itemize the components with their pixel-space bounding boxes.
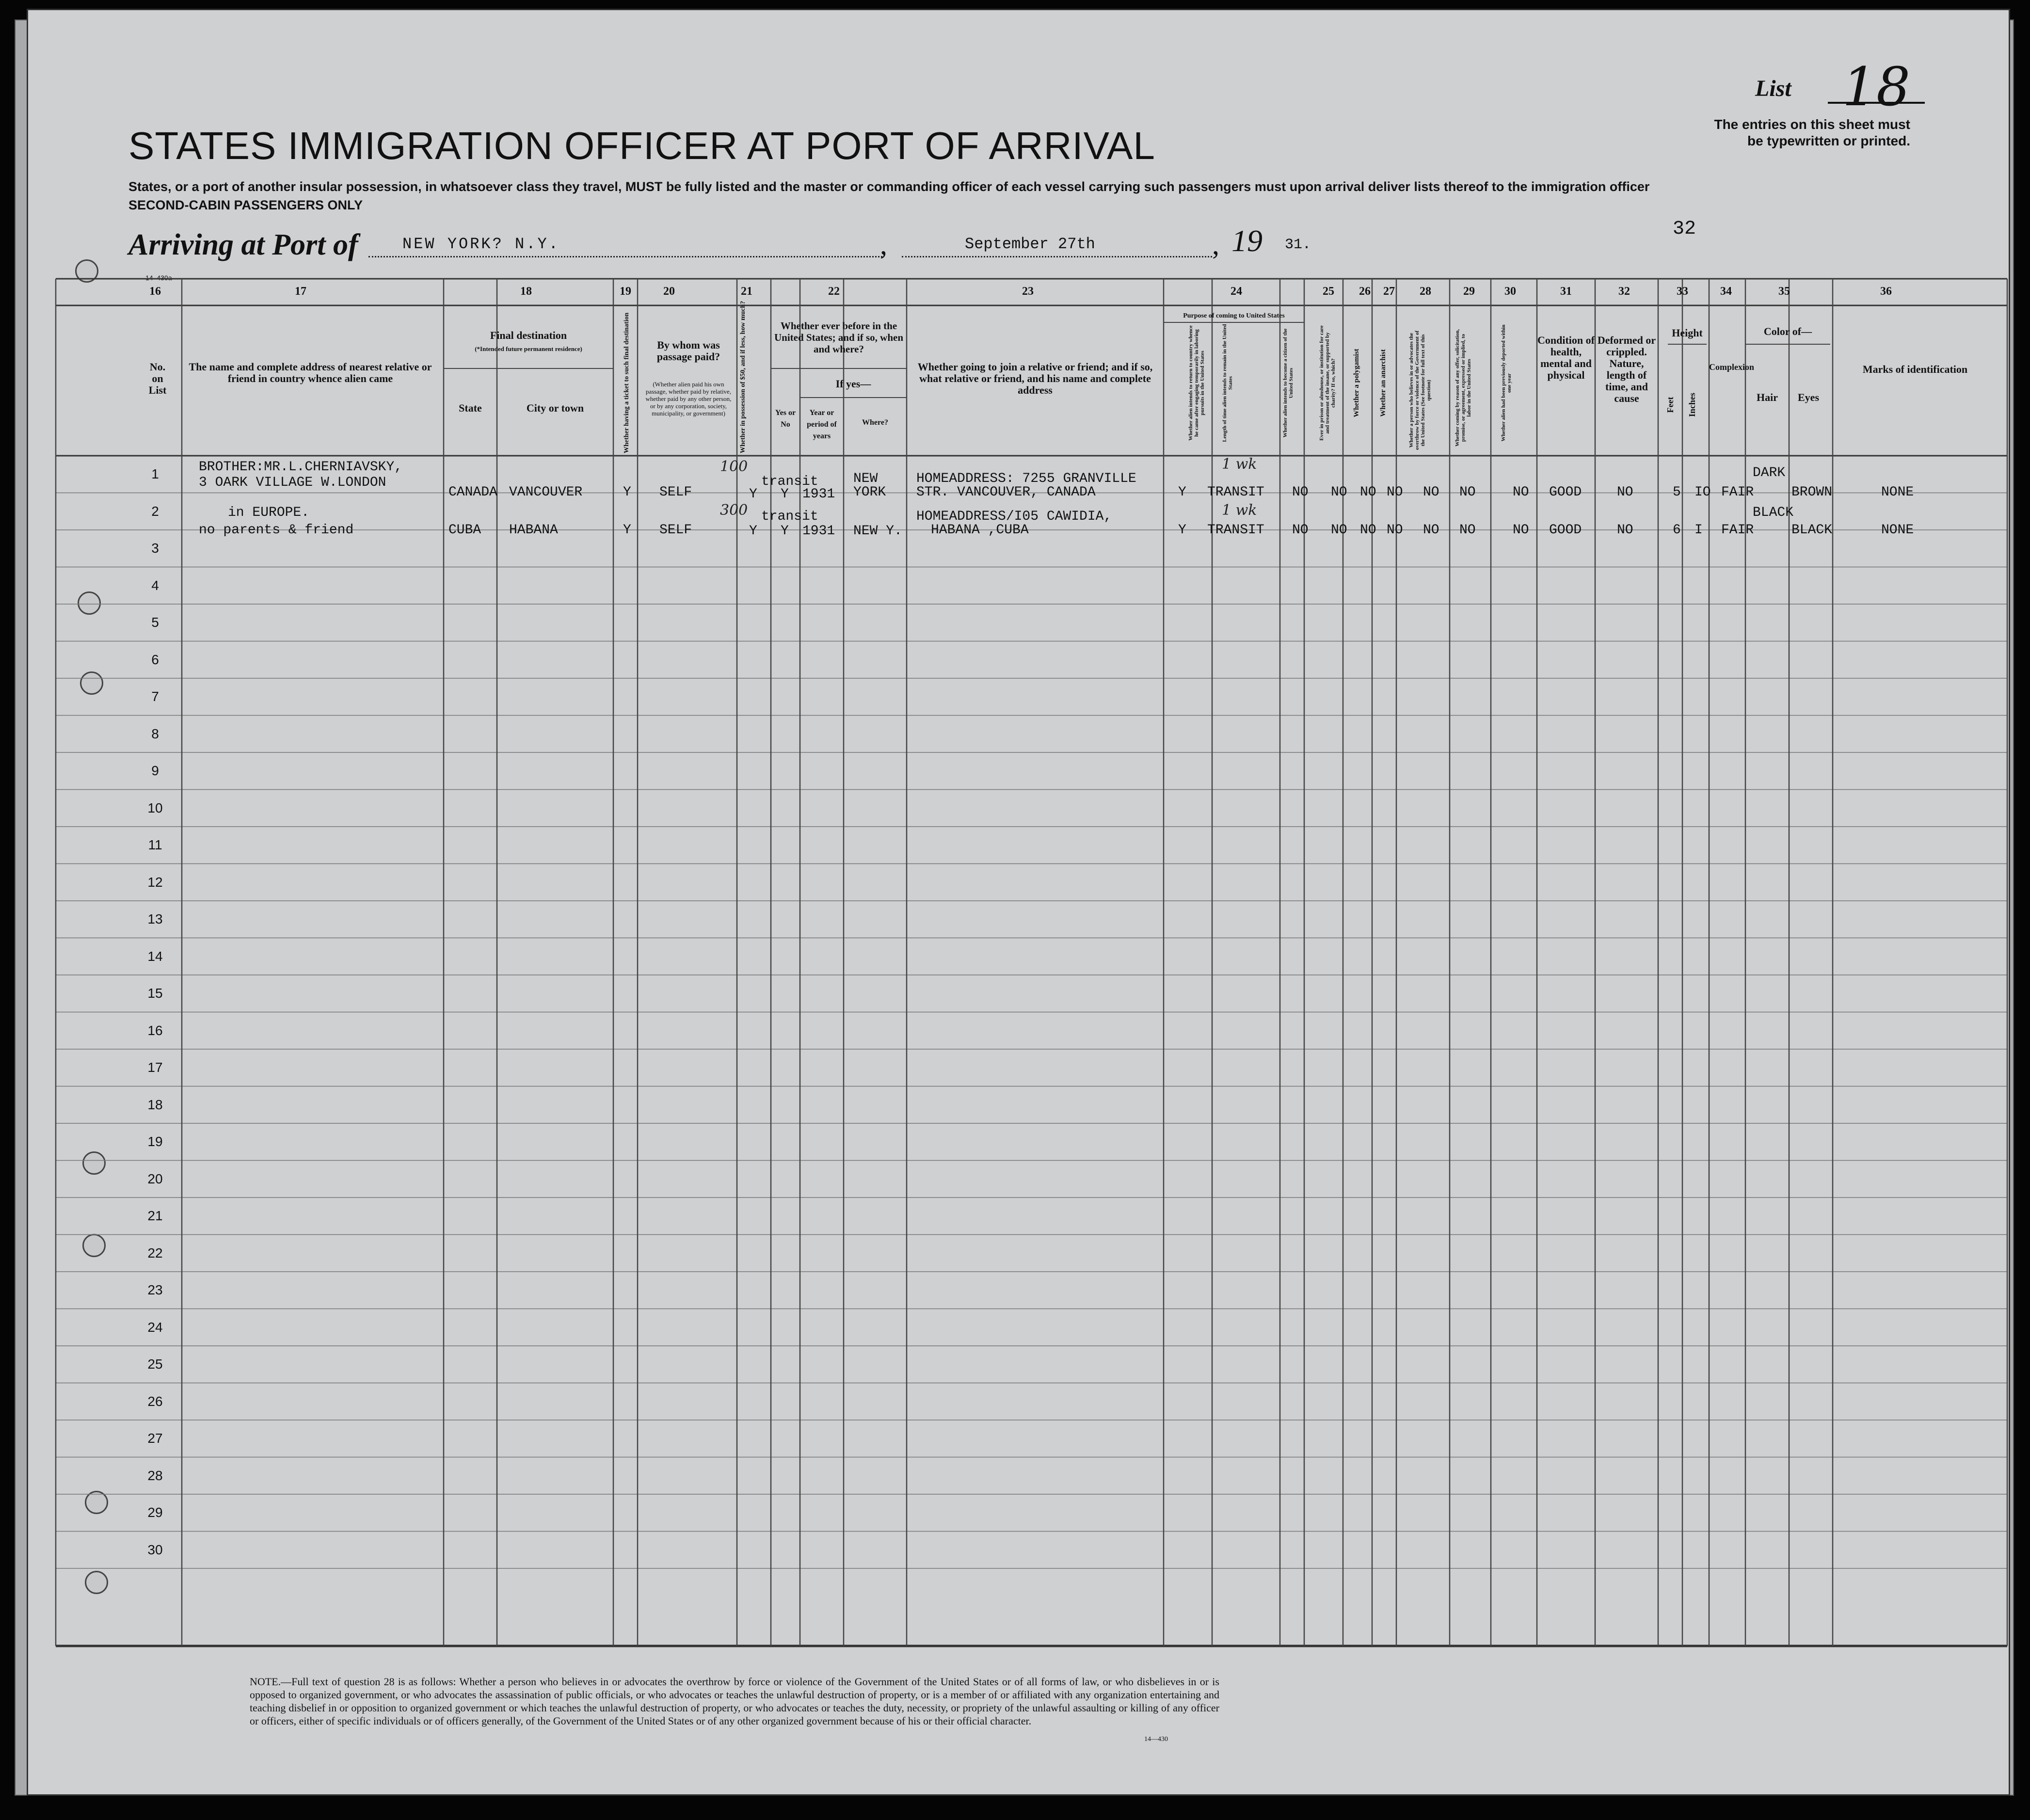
row1-money-y: Y [749, 487, 757, 502]
header-city: City or town [526, 402, 584, 414]
row1-city: VANCOUVER [509, 485, 583, 500]
year-prefix: 19 [1231, 224, 1263, 258]
footnote: NOTE.—Full text of question 28 is as follows: Whether a person who believes in or advocates the overthrow by force or violence of the Government of the United States or of all forms of law, or who disbelieves in or is opposed to organized government, or who advocates the assassination of public officials, or who advocates or teaches the unlawful destruction of property, or is a member of or affiliated with any organization entertaining and teaching disbelief in or opposition to organized government or which teaches the unlawful destruction of property, or who advocates or teaches the duty, necessity, or propriety of the unlawful assaulting or killing of any officer or officers, either of specific individuals or of officers generally, of the Government of the United States or of any other organized government because of his or their official character. [250, 1676, 1219, 1727]
row1-purpose-c: NO [1292, 485, 1309, 500]
row1-q28: NO [1423, 485, 1439, 500]
row2-purpose-c: NO [1292, 523, 1309, 538]
row1-complexion: FAIR [1721, 485, 1754, 500]
row2-where: NEW Y. [853, 524, 902, 539]
column-number: 34 [1720, 285, 1732, 298]
column-number: 25 [1323, 285, 1334, 298]
row-number: 4 [151, 577, 159, 593]
punch-hole [80, 671, 103, 695]
header-height: Height [1672, 327, 1703, 339]
header-purpose-c: Whether alien intends to become a citizen of the United States [1282, 328, 1294, 438]
row2-complexion: FAIR [1721, 523, 1754, 538]
column-number: 17 [295, 285, 306, 298]
row-number: 19 [147, 1134, 163, 1149]
manifest-sheet [27, 9, 2010, 1796]
row2-joining-2: HABANA ,CUBA [931, 523, 1029, 538]
year-value: 31. [1285, 237, 1311, 253]
column-number: 21 [741, 285, 752, 298]
header-purpose-b: Length of time alien intends to remain in the United States [1222, 324, 1233, 442]
row2-q30: NO [1513, 523, 1529, 538]
row2-eyes: BLACK [1791, 523, 1833, 538]
row2-deformed: NO [1617, 523, 1633, 538]
header-relative: The name and complete address of nearest relative or friend in country whence alien came [189, 361, 432, 384]
header-health: Condition of health, mental and physical [1537, 334, 1595, 381]
punch-hole [82, 1151, 106, 1175]
column-number: 35 [1778, 285, 1790, 298]
punch-hole [85, 1491, 108, 1514]
row-number: 25 [147, 1357, 163, 1372]
row1-eyes: BROWN [1791, 485, 1833, 500]
row1-relative-line1: BROTHER:MR.L.CHERNIAVSKY, [199, 460, 403, 475]
header-polygamist: Whether a polygamist [1353, 349, 1360, 417]
column-number: 31 [1560, 285, 1572, 298]
row2-purpose-b: TRANSIT [1207, 523, 1264, 538]
header-final-destination-note: (*Intended future permanent residence) [475, 345, 582, 352]
row2-money-y: Y [749, 524, 757, 539]
row1-deformed: NO [1617, 485, 1633, 500]
list-underline [1828, 102, 1925, 104]
row2-passage: SELF [659, 523, 692, 538]
port-line [368, 256, 882, 257]
header-where: Where? [862, 418, 888, 427]
header-passage: By whom was passage paid? [656, 339, 720, 363]
header-hair: Hair [1757, 391, 1778, 403]
row2-feet: 6 [1673, 523, 1681, 538]
row1-passage: SELF [659, 485, 692, 500]
column-number: 22 [828, 285, 840, 298]
row1-purpose-b: TRANSIT [1207, 485, 1264, 500]
row-number: 9 [151, 763, 159, 778]
header-prison: Ever in prison or almshouse, or institution for care and treatment of the insane, or supported by charity? If so, which? [1319, 325, 1336, 441]
header-q29: Whether coming by reason of any offer, solicitation, promise, or agreement, expressed or implied, to labor in the United States [1455, 329, 1472, 447]
header-color-of: Color of— [1763, 325, 1812, 337]
column-number: 33 [1677, 285, 1688, 298]
row-number: 21 [147, 1208, 163, 1223]
punch-hole [82, 1234, 106, 1257]
row1-where-1: NEW [853, 471, 878, 486]
header-joining: Whether going to join a relative or friend; and if so, what relative or friend, and his name and complete address [917, 361, 1153, 396]
row-number: 26 [147, 1393, 163, 1409]
row1-anarchist: NO [1387, 485, 1403, 500]
row-number: 18 [147, 1097, 163, 1112]
row1-purpose-b-handwritten: 1 wk [1222, 456, 1257, 473]
row-number: 8 [151, 726, 159, 741]
header-before: Whether ever before in the United States; and if so, when and where? [774, 320, 904, 355]
row2-city: HABANA [509, 523, 558, 538]
column-number: 30 [1504, 285, 1516, 298]
row2-purpose-b-handwritten: 1 wk [1222, 502, 1257, 519]
header-purpose: Purpose of coming to United States [1183, 312, 1285, 319]
row-number: 30 [147, 1542, 163, 1557]
row-number: 11 [148, 837, 162, 852]
row1-yes-no: Y [781, 487, 789, 502]
row1-transit: transit [761, 474, 818, 489]
header-no-on-list: No. on List [148, 361, 167, 396]
row1-feet: 5 [1673, 485, 1681, 500]
punch-hole [85, 1571, 108, 1594]
typewritten-note: The entries on this sheet must be typewritten or printed. [1714, 117, 1910, 148]
row1-health: GOOD [1549, 485, 1582, 500]
row-number: 24 [147, 1319, 163, 1335]
row2-transit: transit [761, 509, 818, 524]
row-number: 22 [147, 1245, 163, 1261]
row1-money-handwritten: 100 [720, 458, 748, 475]
column-number: 24 [1231, 285, 1242, 298]
row2-anarchist: NO [1387, 523, 1403, 538]
header-q28: Whether a person who believes in or advocates the overthrow by force or violence of the Government of the United States (See footnote for full text of this question) [1408, 330, 1432, 450]
header-complexion: Complexion [1709, 362, 1755, 372]
row-number: 14 [147, 948, 163, 964]
row2-q29: NO [1459, 523, 1476, 538]
row1-marks: NONE [1881, 485, 1914, 500]
row2-yes-no: Y [781, 524, 789, 539]
column-number: 19 [620, 285, 631, 298]
row-number: 7 [151, 689, 159, 704]
row2-hair: BLACK [1753, 505, 1794, 520]
row2-inches: I [1694, 523, 1703, 538]
row-number: 16 [147, 1022, 163, 1038]
row2-q28: NO [1423, 523, 1439, 538]
comma: , [1212, 228, 1219, 260]
row2-joining-1: HOMEADDRESS/I05 CAWIDIA, [916, 509, 1112, 524]
column-number: 26 [1359, 285, 1371, 298]
column-number: 16 [149, 285, 161, 298]
row1-joining-1: HOMEADDRESS: 7255 GRANVILLE [916, 471, 1136, 486]
row-number: 27 [147, 1431, 163, 1446]
header-anarchist: Whether an anarchist [1379, 349, 1387, 417]
row2-relative-pre: in EUROPE. [228, 505, 310, 520]
column-number: 36 [1880, 285, 1892, 298]
row-number: 6 [151, 652, 159, 667]
row1-where-2: YORK [853, 485, 886, 500]
header-eyes: Eyes [1798, 391, 1819, 403]
header-yes-no: Yes or No [775, 409, 796, 429]
header-deformed: Deformed or crippled. Nature, length of time, and cause [1597, 334, 1656, 404]
column-number: 29 [1463, 285, 1475, 298]
header-marks: Marks of identification [1862, 363, 1968, 375]
port-value: NEW YORK? N.Y. [402, 235, 560, 253]
row1-year: 1931 [802, 487, 835, 502]
row-number: 15 [147, 986, 163, 1001]
header-purpose-a: Whether alien intends to return to country whence he came after engaging temporarily in laboring pursuits in the United States [1188, 325, 1205, 441]
form-number: 14–430a [145, 274, 172, 282]
column-number: 32 [1618, 285, 1630, 298]
row-number: 20 [147, 1171, 163, 1186]
form-number-bottom: 14—430 [1144, 1736, 1168, 1743]
page-code: 32 [1673, 218, 1696, 240]
column-number: 23 [1022, 285, 1034, 298]
list-label: List [1755, 76, 1791, 101]
page-title: STATES IMMIGRATION OFFICER AT PORT OF ARRIVAL [128, 124, 1155, 167]
row1-relative-line2: 3 OARK VILLAGE W.LONDON [199, 475, 386, 490]
comma: , [880, 228, 887, 260]
row-number: 2 [151, 503, 159, 519]
row-number: 13 [147, 911, 163, 926]
row-number: 23 [147, 1282, 163, 1297]
subtitle: States, or a port of another insular possession, in whatsoever class they travel, MUST be fully listed and the master or commanding officer of each vessel carrying such passengers must upon arrival deliver lists thereof to the immigration officer [128, 179, 1650, 194]
row1-q30: NO [1513, 485, 1529, 500]
row1-ticket: Y [623, 485, 631, 500]
row1-joining-2: STR. VANCOUVER, CANADA [916, 485, 1096, 500]
header-state: State [459, 402, 482, 414]
row2-money-handwritten: 300 [720, 502, 748, 519]
row1-polygamist: NO [1360, 485, 1376, 500]
row-number: 17 [147, 1060, 163, 1075]
row-number: 28 [147, 1468, 163, 1483]
class-note: SECOND-CABIN PASSENGERS ONLY [128, 198, 363, 212]
row1-inches: IO [1694, 485, 1711, 500]
punch-hole [75, 259, 98, 283]
row1-state: CANADA [448, 485, 497, 500]
row1-purpose-a: Y [1178, 485, 1186, 500]
row-number: 1 [151, 466, 159, 481]
date-value: September 27th [965, 235, 1095, 253]
row1-q29: NO [1459, 485, 1476, 500]
row2-prison: NO [1331, 523, 1347, 538]
header-q30: Whether alien had been previously deported within one year [1501, 324, 1512, 442]
list-number: 18 [1842, 56, 1910, 118]
date-line [902, 256, 1212, 257]
row-number: 29 [147, 1505, 163, 1520]
row1-hair: DARK [1753, 465, 1786, 480]
header-ticket: Whether having a ticket to such final destination [623, 312, 630, 453]
row2-ticket: Y [623, 523, 631, 538]
row-number: 12 [147, 874, 163, 890]
row2-health: GOOD [1549, 523, 1582, 538]
header-feet: Feet [1665, 397, 1675, 413]
column-number: 27 [1383, 285, 1395, 298]
column-number: 20 [663, 285, 675, 298]
row2-relative: no parents & friend [199, 523, 354, 538]
row2-state: CUBA [448, 523, 481, 538]
row-number: 5 [151, 615, 159, 630]
arriving-label: Arriving at Port of [128, 228, 358, 261]
column-number: 28 [1420, 285, 1431, 298]
row2-polygamist: NO [1360, 523, 1376, 538]
header-passage-note: (Whether alien paid his own passage, whether paid by relative, whether paid by any other person, or by any corporation, society, municipality, or government) [645, 381, 732, 417]
header-year-period: Year or period of years [807, 409, 837, 440]
row-number: 10 [147, 800, 163, 815]
row1-prison: NO [1331, 485, 1347, 500]
row2-purpose-a: Y [1178, 523, 1186, 538]
header-money: Whether in possession of $50, and if less, how much? [739, 301, 747, 453]
row2-marks: NONE [1881, 523, 1914, 538]
header-final-destination: Final destination [490, 329, 567, 341]
header-inches: Inches [1687, 393, 1697, 417]
header-if-yes: If yes— [835, 378, 871, 390]
column-number: 18 [520, 285, 532, 298]
row-number: 3 [151, 541, 159, 556]
punch-hole [78, 591, 101, 615]
row2-year: 1931 [802, 524, 835, 539]
